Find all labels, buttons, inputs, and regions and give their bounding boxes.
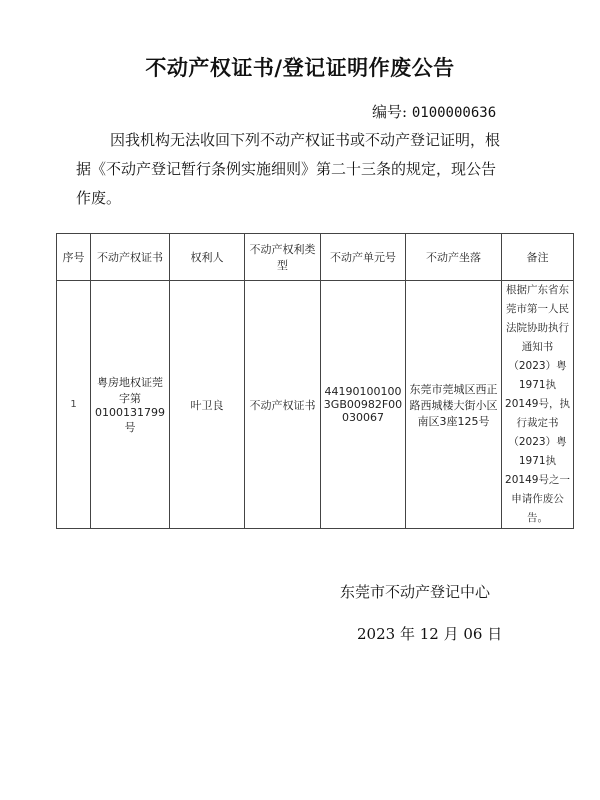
announcement-paragraph <box>76 126 540 213</box>
cell-location: 东莞市莞城区西正路西城楼大街小区南区3座125号 <box>406 281 502 529</box>
paragraph-line-3: 作废。 <box>76 189 122 207</box>
cell-holder: 叶卫良 <box>170 281 245 529</box>
header-location: 不动产坐落 <box>406 234 502 281</box>
document-number <box>372 101 496 122</box>
cell-unit-no: 441901001003GB00982F00030067 <box>321 281 406 529</box>
document-number-value: 0100000636 <box>411 105 497 121</box>
table-row <box>57 281 574 529</box>
cell-remark: 根据广东省东莞市第一人民法院协助执行通知书（2023）粤1971执20149号，执行裁定书（2023）粤1971执20149号之一申请作废公告。 <box>502 281 574 529</box>
cell-index: 1 <box>57 281 91 529</box>
header-index: 序号 <box>57 234 91 281</box>
issue-date: 2023 年 12 月 06 日 <box>357 625 503 643</box>
header-holder: 权利人 <box>170 234 245 281</box>
page-title: 不动产权证书/登记证明作废公告 <box>145 55 455 80</box>
header-unit-no: 不动产单元号 <box>321 234 406 281</box>
table-header-row <box>57 234 574 281</box>
paragraph-line-1: 因我机构无法收回下列不动产权证书或不动产登记证明，根 <box>110 131 501 149</box>
header-remark: 备注 <box>502 234 574 281</box>
header-certificate: 不动产权证书 <box>91 234 170 281</box>
header-right-type: 不动产权利类型 <box>245 234 321 281</box>
issuing-organization: 东莞市不动产登记中心 <box>340 583 491 601</box>
cell-right-type: 不动产权证书 <box>245 281 321 529</box>
paragraph-line-2: 据《不动产登记暂行条例实施细则》第二十三条的规定，现公告 <box>76 160 497 178</box>
certificate-table <box>56 233 574 529</box>
document-number-label: 编号: <box>372 103 408 121</box>
cell-certificate: 粤房地权证莞字第0100131799号 <box>91 281 170 529</box>
